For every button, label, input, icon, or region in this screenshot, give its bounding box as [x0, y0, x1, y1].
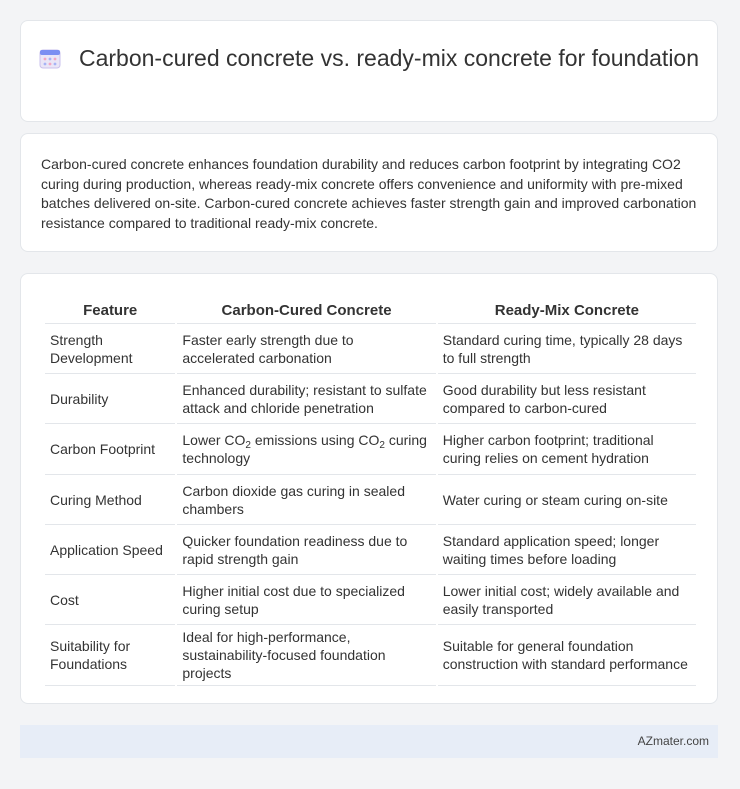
table-row: [45, 424, 696, 475]
co2-subscript: 2: [245, 440, 251, 451]
ready-mix-cell: Good durability but less resistant compared to carbon-cured: [438, 374, 696, 424]
footer-brand: AZmater.com: [637, 734, 709, 748]
feature-cell: Carbon Footprint: [45, 424, 175, 475]
title-card: [20, 20, 718, 122]
ready-mix-cell: Suitable for general foundation construction with standard performance: [438, 625, 696, 686]
carbon-cured-cell: Faster early strength due to accelerated carbonation: [177, 324, 435, 374]
feature-cell: Curing Method: [45, 475, 175, 525]
intro-paragraph: Carbon-cured concrete enhances foundation durability and reduces carbon footprint by integrating CO2 curing during production, whereas ready-mix concrete offers convenience and uniformity with pre-mixed batches delivered on-site. Carbon-cured concrete achieves faster strength gain and improved carbonation resistance compared to traditional ready-mix concrete.: [41, 156, 697, 231]
carbon-cured-cell: [177, 424, 435, 475]
carbon-cured-cell: Quicker foundation readiness due to rapid strength gain: [177, 525, 435, 575]
table-row: [45, 475, 696, 525]
table-header-row: [45, 293, 696, 324]
table-row: [45, 525, 696, 575]
carbon-cured-cell: Enhanced durability; resistant to sulfate attack and chloride penetration: [177, 374, 435, 424]
feature-cell: Durability: [45, 374, 175, 424]
ready-mix-cell: Lower initial cost; widely available and easily transported: [438, 575, 696, 625]
table-card: [20, 273, 718, 704]
ready-mix-cell: Water curing or steam curing on-site: [438, 475, 696, 525]
co2-text-b: emissions using CO: [250, 432, 380, 448]
intro-card: [20, 133, 718, 252]
table-row: [45, 324, 696, 374]
page-title: Carbon-cured concrete vs. ready-mix concrete for foundation: [78, 45, 700, 71]
column-header-feature: Feature: [45, 293, 175, 324]
carbon-cured-cell: Carbon dioxide gas curing in sealed chambers: [177, 475, 435, 525]
column-header-carbon-cured: Carbon-Cured Concrete: [177, 293, 435, 324]
page-title-row: [21, 44, 717, 76]
table-row: [45, 625, 696, 686]
feature-cell: Application Speed: [45, 525, 175, 575]
co2-text-a: Lower CO: [182, 432, 246, 448]
table-row: [45, 374, 696, 424]
co2-subscript: 2: [379, 440, 385, 451]
comparison-table: [43, 293, 698, 686]
ready-mix-cell: Standard application speed; longer waiting times before loading: [438, 525, 696, 575]
feature-cell: Strength Development: [45, 324, 175, 374]
footer-bar: [20, 725, 718, 758]
column-header-ready-mix: Ready-Mix Concrete: [438, 293, 696, 324]
co2-text-c: curing technology: [182, 432, 427, 466]
calendar-icon: [39, 47, 61, 76]
carbon-cured-cell: Higher initial cost due to specialized curing setup: [177, 575, 435, 625]
feature-cell: Cost: [45, 575, 175, 625]
carbon-cured-cell: Ideal for high-performance, sustainability-focused foundation projects: [177, 625, 435, 686]
ready-mix-cell: Standard curing time, typically 28 days to full strength: [438, 324, 696, 374]
table-row: [45, 575, 696, 625]
ready-mix-cell: Higher carbon footprint; traditional curing relies on cement hydration: [438, 424, 696, 475]
feature-cell: Suitability for Foundations: [45, 625, 175, 686]
